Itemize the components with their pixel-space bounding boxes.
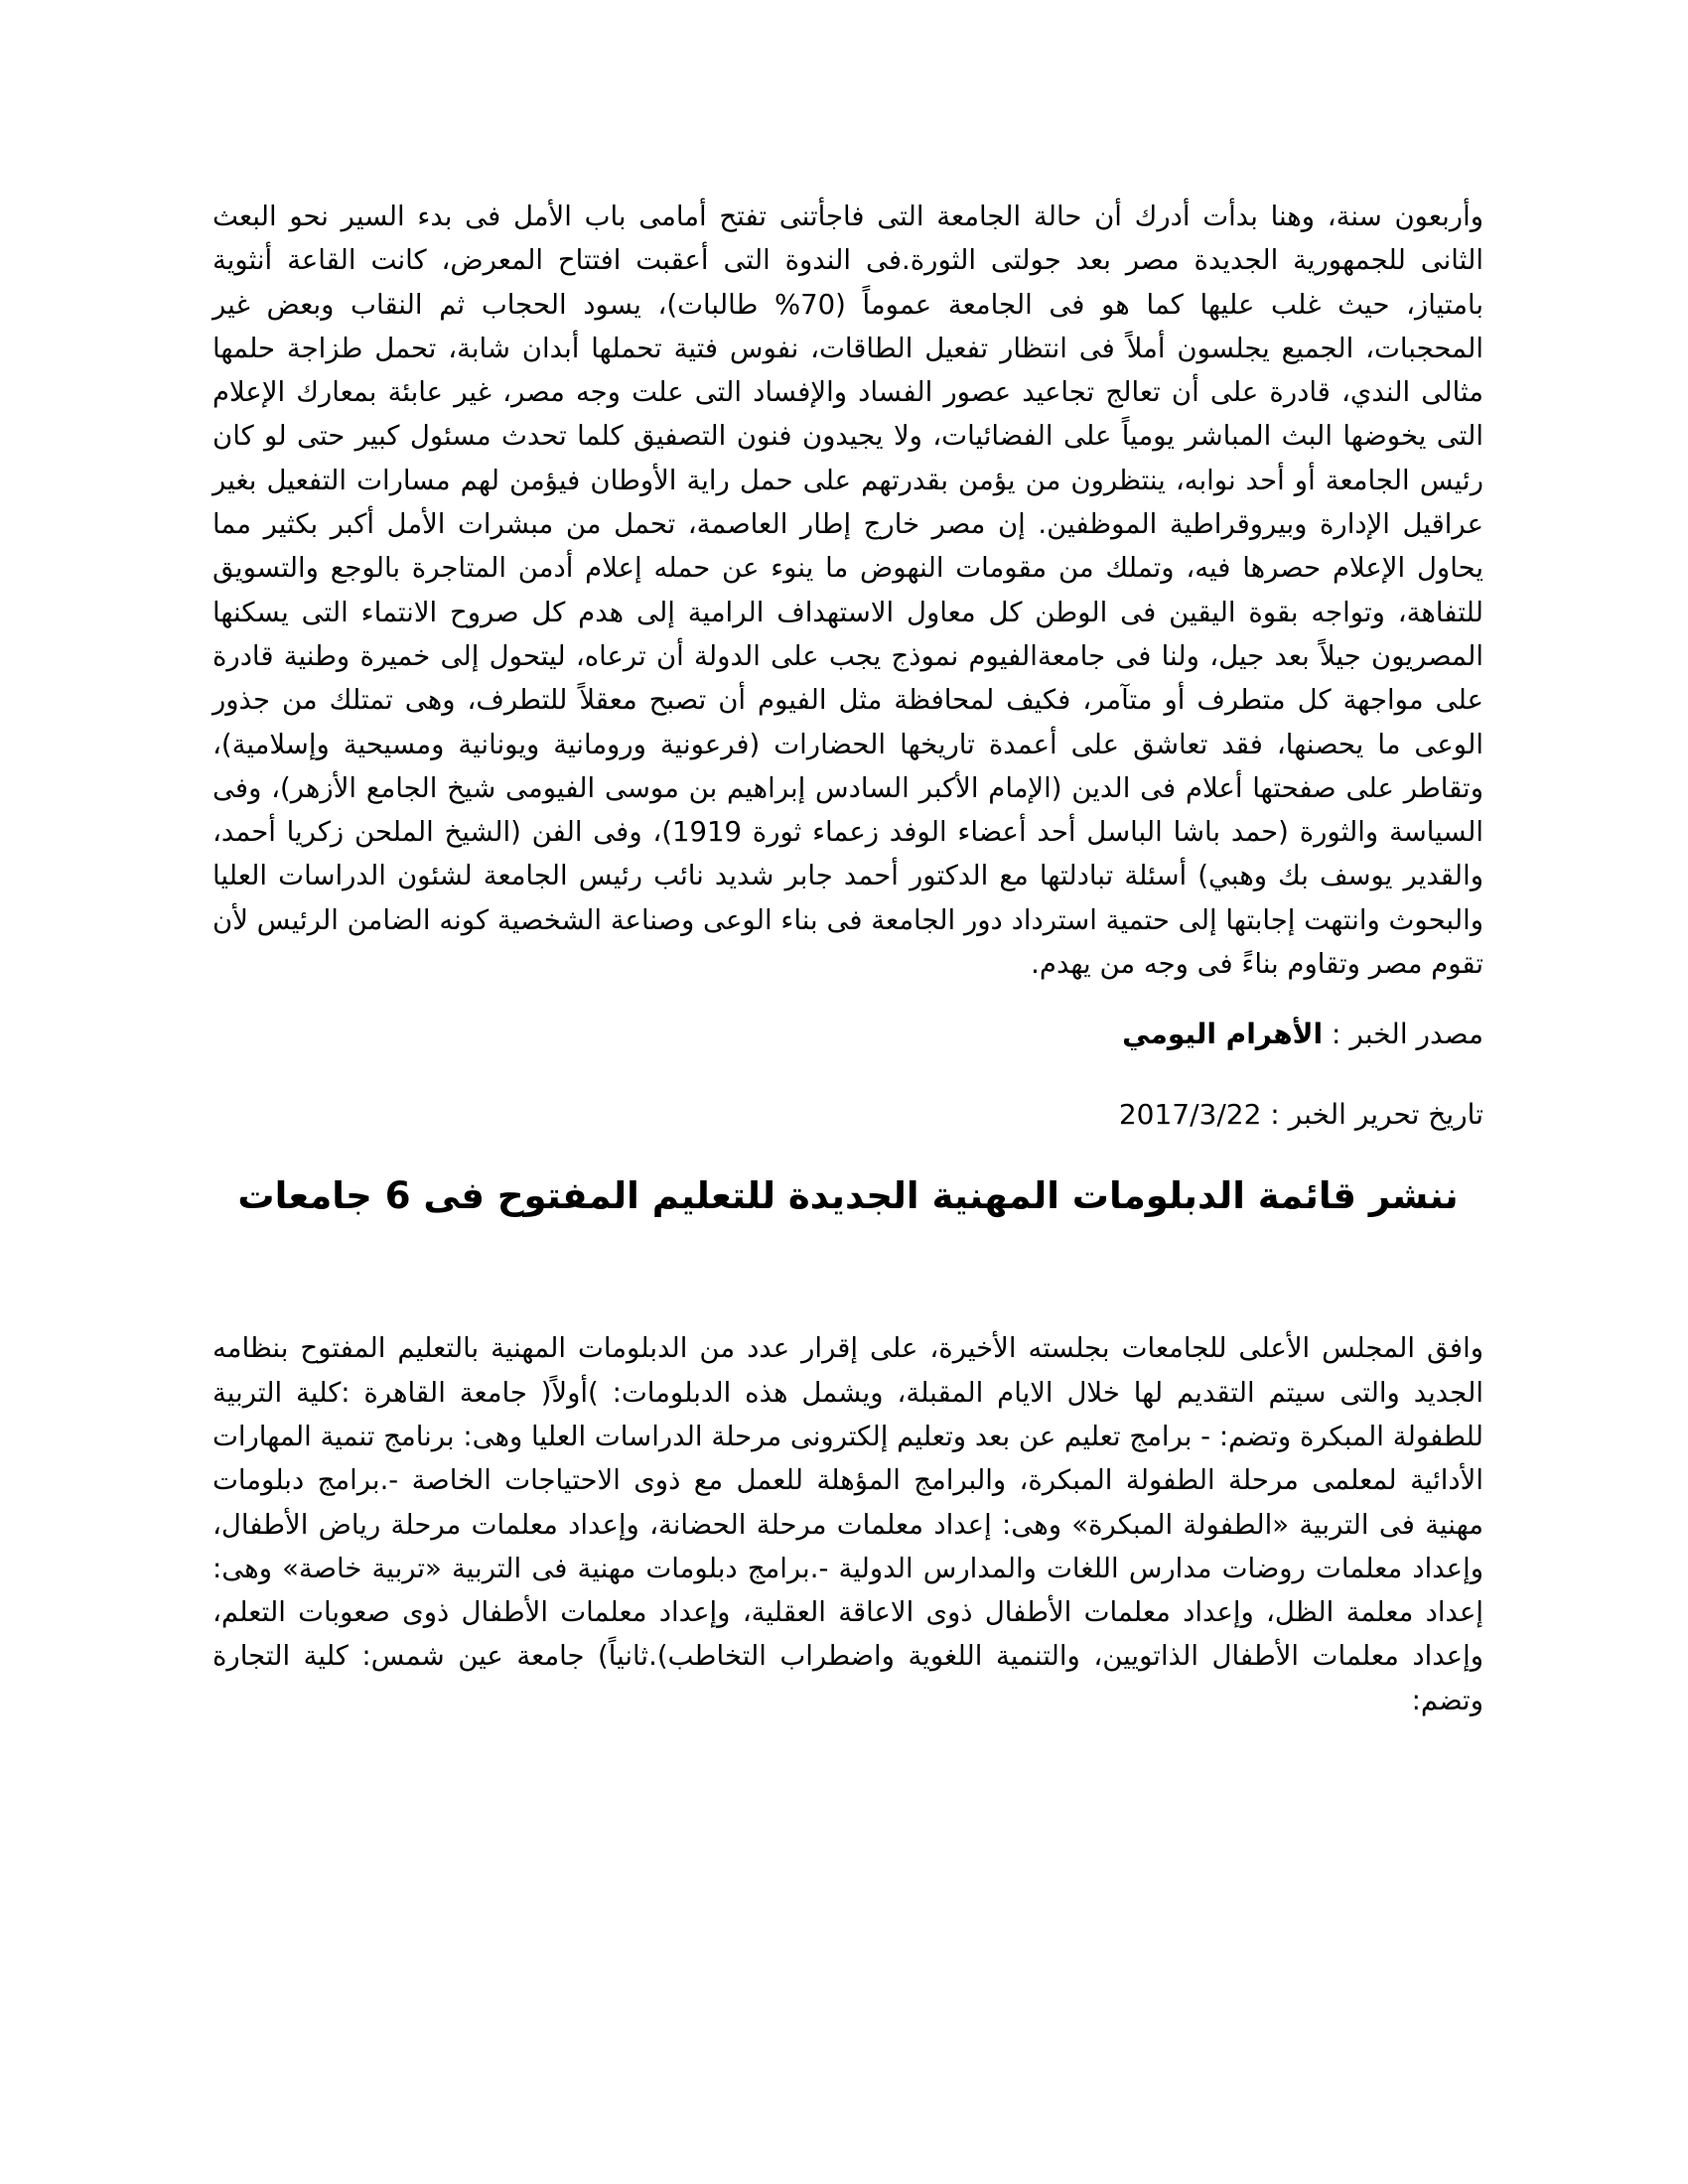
- news-date-value: 2017/3/22: [1118, 1098, 1262, 1132]
- news-source-label: مصدر الخبر :: [1323, 1018, 1483, 1051]
- article-body-paragraph: وأربعون سنة، وهنا بدأت أدرك أن حالة الجامعة التى فاجأتنى تفتح أمامى باب الأمل فى بدء السير نحو البعث الثانى للجمهورية الجديدة مصر بعد جولتى الثورة.فى الندوة التى أعقبت افتتاح المعرض، كانت القاعة أنثوية بامتياز، حيث غلب عليها كما هو فى الجامعة عموماً (70% طالبات)، يسود الحجاب ثم النقاب وبعض غير المحجبات، الجميع يجلسون أملاً فى انتظار تفعيل الطاقات، نفوس فتية تحملها أبدان شابة، تحمل طزاجة حلمها مثالى الندي، قادرة على أن تعالج تجاعيد عصور الفساد والإفساد التى علت وجه مصر، غير عابئة بمعارك الإعلام التى يخوضها البث المباشر يومياً على الفضائيات، ولا يجيدون فنون التصفيق كلما تحدث مسئول كبير حتى لو كان رئيس الجامعة أو أحد نوابه، ينتظرون من يؤمن بقدرتهم على حمل راية الأوطان فيؤمن لهم مسارات التفعيل بغير عراقيل الإدارة وبيروقراطية الموظفين. إن مصر خارج إطار العاصمة، تحمل من مبشرات الأمل أكبر بكثير مما يحاول الإعلام حصرها فيه، وتملك من مقومات النهوض ما ينوء عن حمله إعلام أدمن المتاجرة بالوجع والتسويق للتفاهة، وتواجه بقوة اليقين فى الوطن كل معاول الاستهداف الرامية إلى هدم كل صروح الانتماء التى يسكنها المصريون جيلاً بعد جيل، ولنا فى جامعةالفيوم نموذج يجب على الدولة أن ترعاه، ليتحول إلى خميرة وطنية قادرة على مواجهة كل متطرف أو متآمر، فكيف لمحافظة مثل الفيوم أن تصبح معقلاً للتطرف، وهى تمتلك من جذور الوعى ما يحصنها، فقد تعاشق على أعمدة تاريخها الحضارات (فرعونية ورومانية ويونانية ومسيحية وإسلامية)، وتقاطر على صفحتها أعلام فى الدين (الإمام الأكبر السادس إبراهيم بن موسى الفيومى شيخ الجامع الأزهر)، وفى السياسة والثورة (حمد باشا الباسل أحد أعضاء الوفد زعماء ثورة 1919)، وفى الفن (الشيخ الملحن زكريا أحمد، والقدير يوسف بك وهبي) أسئلة تبادلتها مع الدكتور أحمد جابر شديد نائب رئيس الجامعة لشئون الدراسات العليا والبحوث وانتهت إجابتها إلى حتمية استرداد دور الجامعة فى بناء الوعى وصناعة الشخصية كونه الضامن الرئيس لأن تقوم مصر وتقاوم بناءً فى وجه من يهدم.: [212, 201, 1484, 981]
- document-page: [212, 195, 1483, 1722]
- article-body-paragraph: وافق المجلس الأعلى للجامعات بجلسته الأخيرة، على إقرار عدد من الدبلومات المهنية بالتعليم المفتوح بنظامه الجديد والتى سيتم التقديم لها خلال الايام المقبلة، ويشمل هذه الدبلومات: )أولاً( جامعة القاهرة :كلية التربية للطفولة المبكرة وتضم: - برامج تعليم عن بعد وتعليم إلكترونى مرحلة الدراسات العليا وهى: برنامج تنمية المهارات الأدائية لمعلمى مرحلة الطفولة المبكرة، والبرامج المؤهلة للعمل مع ذوى الاحتياجات الخاصة -.برامج دبلومات مهنية فى التربية «الطفولة المبكرة» وهى: إعداد معلمات مرحلة الحضانة، وإعداد معلمات مرحلة رياض الأطفال، وإعداد معلمات روضات مدارس اللغات والمدارس الدولية -.برامج دبلومات مهنية فى التربية «تربية خاصة» وهى: إعداد معلمة الظل، وإعداد معلمات الأطفال ذوى الاعاقة العقلية، وإعداد معلمات الأطفال ذوى صعوبات التعلم، وإعداد معلمات الأطفال الذاتويين، والتنمية اللغوية واضطراب التخاطب).ثانياً) جامعة عين شمس: كلية التجارة وتضم:: [212, 1332, 1483, 1716]
- article-headline: ننشر قائمة الدبلومات المهنية الجديدة للتعليم المفتوح فى 6 جامعات: [237, 1174, 1459, 1218]
- news-date-label: تاريخ تحرير الخبر :: [1261, 1098, 1483, 1132]
- news-date-line: [212, 1093, 1483, 1137]
- news-source-value: الأهرام اليومي: [1122, 1018, 1324, 1051]
- news-source-line: [212, 1013, 1483, 1056]
